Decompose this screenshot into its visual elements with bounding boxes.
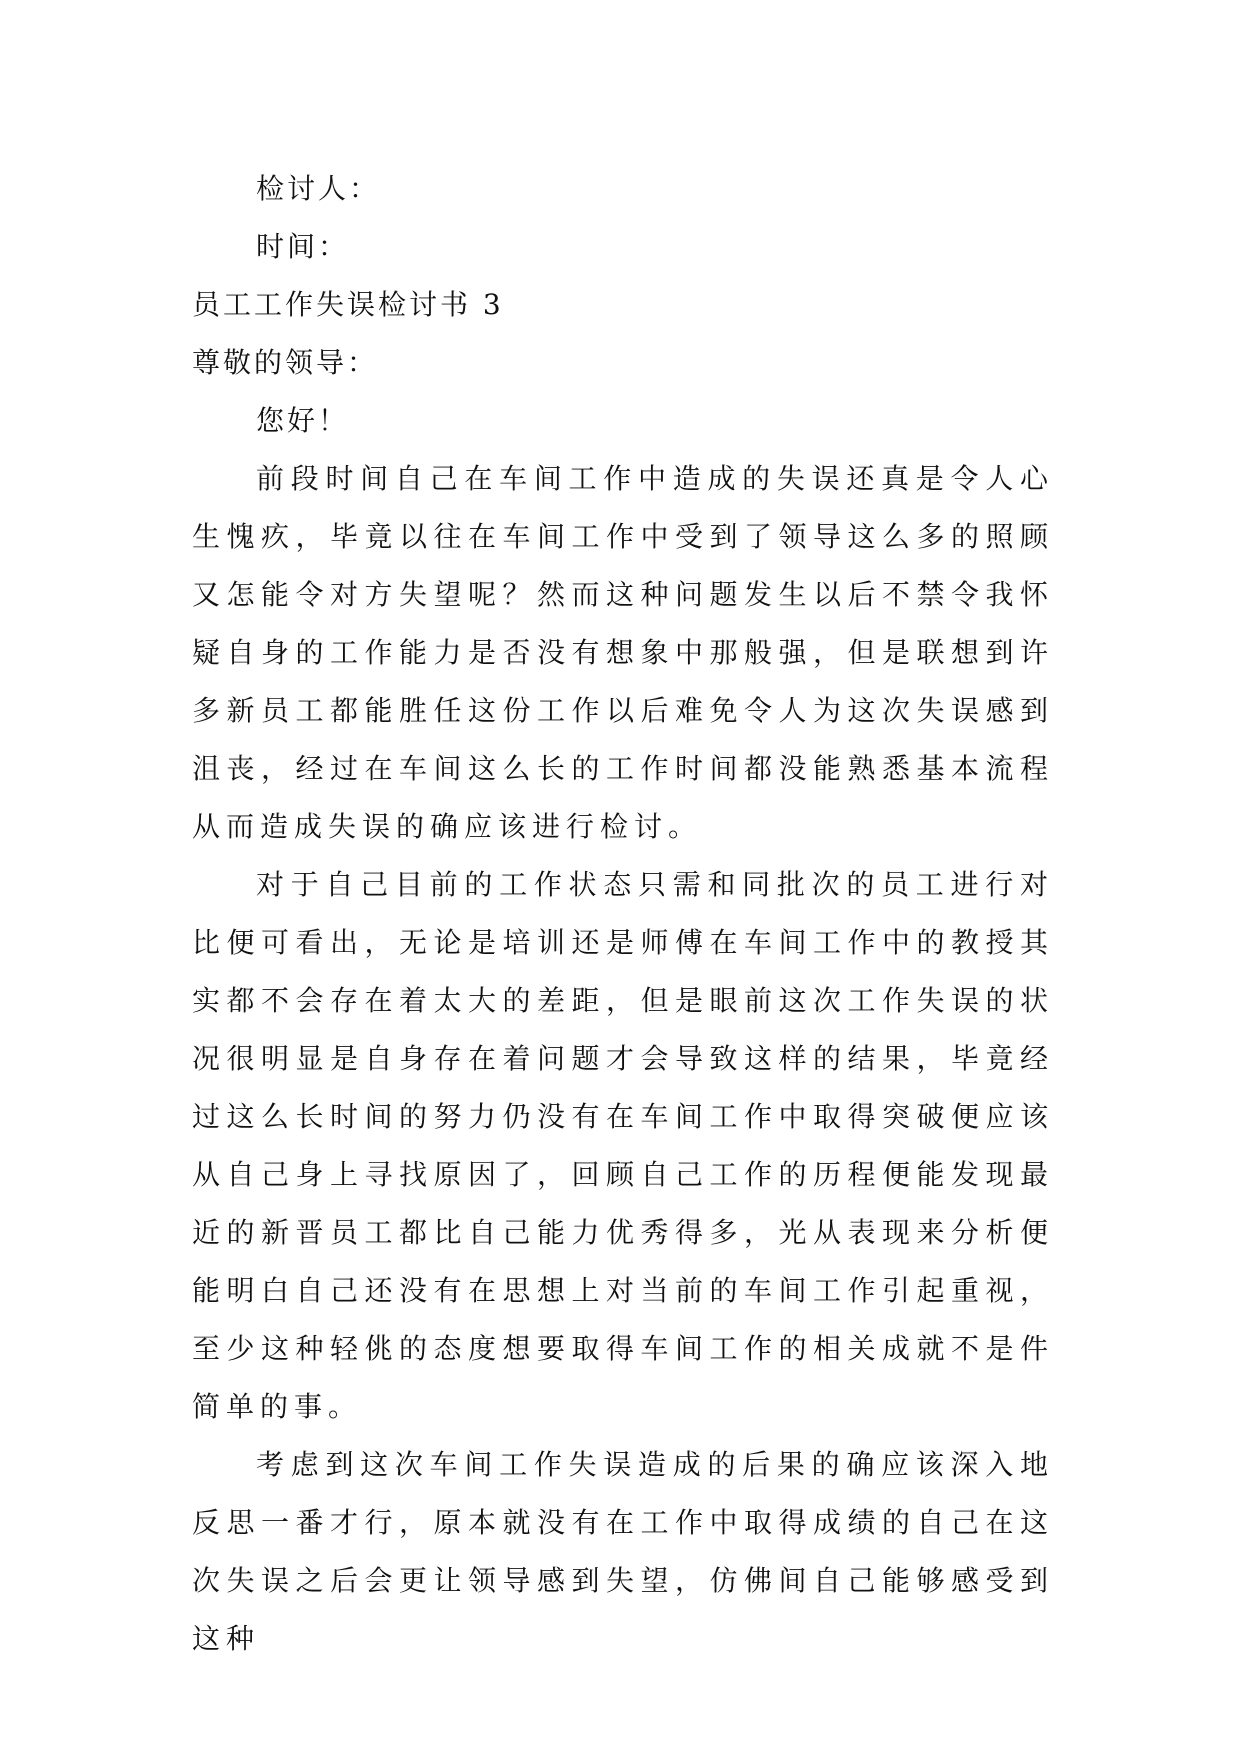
- body-paragraph-2: 对于自己目前的工作状态只需和同批次的员工进行对比便可看出，无论是培训还是师傅在车间工作中的教授其实都不会存在着太大的差距，但是眼前这次工作失误的状况很明显是自身存在着问题才会导致这样的结果，毕竟经过这么长时间的努力仍没有在车间工作中取得突破便应该从自己身上寻找原因了，回顾自己工作的历程便能发现最近的新晋员工都比自己能力优秀得多，光从表现来分析便能明白自己还没有在思想上对当前的车间工作引起重视，至少这种轻佻的态度想要取得车间工作的相关成就不是件简单的事。: [192, 868, 1054, 1423]
- greeting: 您好！: [256, 404, 350, 437]
- body-paragraph-3: 考虑到这次车间工作失误造成的后果的确应该深入地反思一番才行，原本就没有在工作中取得成绩的自己在这次失误之后会更让领导感到失望，仿佛间自己能够感受到这种: [192, 1448, 1054, 1655]
- salutation: 尊敬的领导：: [192, 346, 379, 379]
- document-page: [192, 160, 1054, 1668]
- body-paragraph-1: 前段时间自己在车间工作中造成的失误还真是令人心生愧疚，毕竟以往在车间工作中受到了领导这么多的照顾又怎能令对方失望呢？然而这种问题发生以后不禁令我怀疑自身的工作能力是否没有想象中那般强，但是联想到许多新员工都能胜任这份工作以后难免令人为这次失误感到沮丧，经过在车间这么长的工作时间都没能熟悉基本流程从而造成失误的确应该进行检讨。: [192, 462, 1054, 843]
- date-label: 时间：: [256, 230, 350, 263]
- document-title: 员工工作失误检讨书 3: [192, 288, 504, 321]
- signer-label: 检讨人：: [256, 172, 381, 205]
